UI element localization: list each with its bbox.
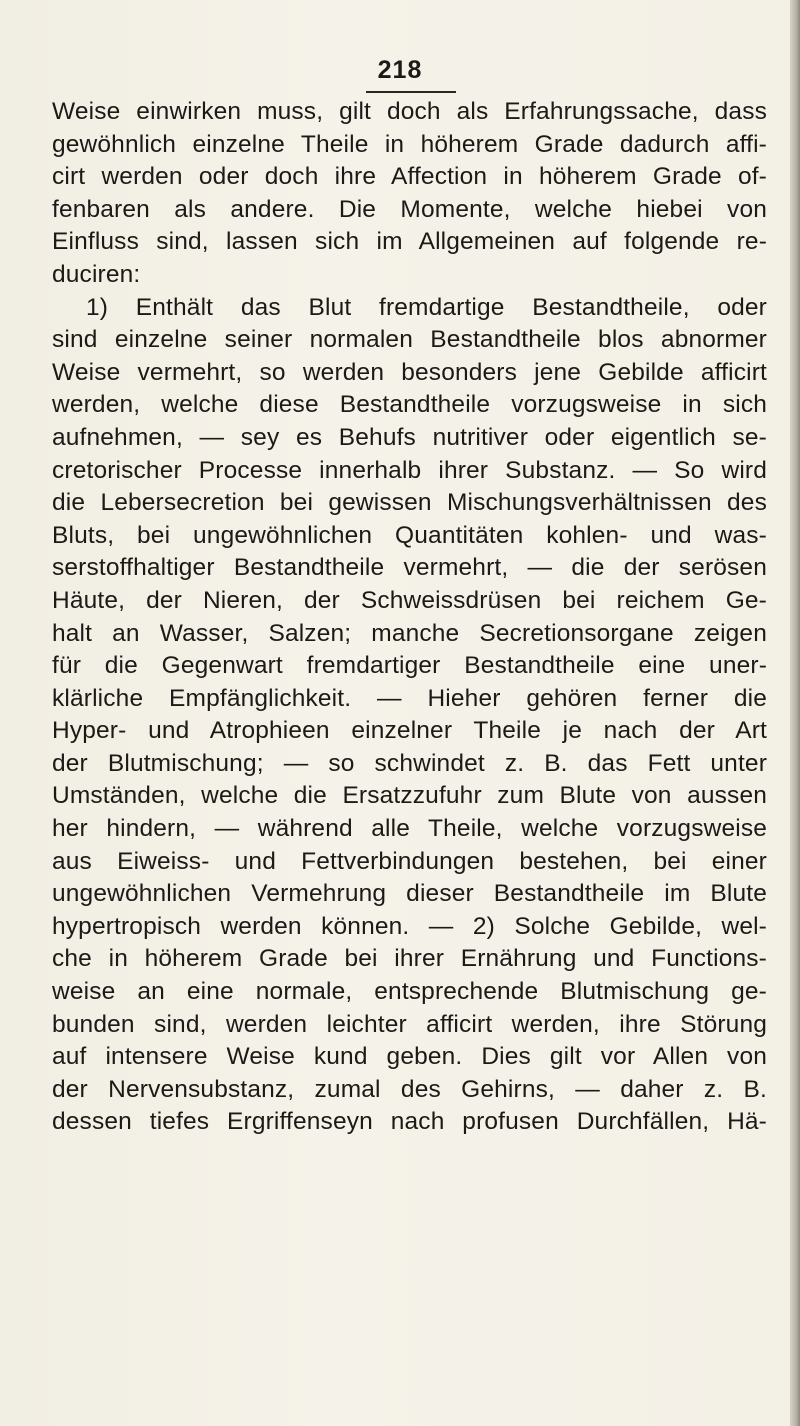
header-rule (366, 91, 456, 93)
text-line: auf intensere Weise kund geben. Dies gilt vor Allen von (52, 1043, 767, 1071)
body-text (52, 96, 767, 1139)
text-line: die Lebersecretion bei gewissen Mischungsverhältnissen des (52, 489, 767, 517)
text-line: aus Eiweiss- und Fettverbindungen bestehen, bei einer (52, 847, 767, 875)
text-line: cretorischer Processe innerhalb ihrer Substanz. — So wird (52, 456, 767, 484)
text-line: Umständen, welche die Ersatzzufuhr zum Blute von aussen (52, 782, 767, 810)
text-line: für die Gegenwart fremdartiger Bestandtheile eine uner- (52, 652, 767, 680)
text-line: der Nervensubstanz, zumal des Gehirns, — daher z. B. (52, 1075, 767, 1103)
text-line: aufnehmen, — sey es Behufs nutritiver oder eigentlich se- (52, 423, 767, 451)
text-line: werden, welche diese Bestandtheile vorzugsweise in sich (52, 391, 767, 419)
text-line: gewöhnlich einzelne Theile in höherem Grade dadurch affi- (52, 130, 767, 158)
text-line: Weise einwirken muss, gilt doch als Erfahrungssache, dass (52, 98, 767, 125)
text-line: halt an Wasser, Salzen; manche Secretionsorgane zeigen (52, 619, 767, 647)
text-line: 1) Enthält das Blut fremdartige Bestandtheile, oder (86, 293, 767, 321)
text-line: duciren: (52, 260, 141, 288)
text-line: cirt werden oder doch ihre Affection in höherem Grade of- (52, 163, 767, 191)
text-line: klärliche Empfänglichkeit. — Hieher gehören ferner die (52, 684, 767, 712)
text-line: fenbaren als andere. Die Momente, welche hiebei von (52, 195, 767, 223)
text-line: che in höherem Grade bei ihrer Ernährung und Functions- (52, 945, 767, 973)
text-line: Weise vermehrt, so werden besonders jene Gebilde afficirt (52, 358, 767, 386)
page-number: 218 (377, 56, 423, 84)
text-line: weise an eine normale, entsprechende Blutmischung ge- (52, 978, 767, 1006)
text-line: serstoffhaltiger Bestandtheile vermehrt, — die der serösen (52, 554, 767, 582)
text-line: Bluts, bei ungewöhnlichen Quantitäten kohlen- und was- (52, 521, 767, 549)
text-line: hypertropisch werden können. — 2) Solche Gebilde, wel- (52, 912, 767, 940)
text-line: ungewöhnlichen Vermehrung dieser Bestandtheile im Blute (52, 880, 767, 908)
text-line: Häute, der Nieren, der Schweissdrüsen bei reichem Ge- (52, 586, 767, 614)
text-line: Hyper- und Atrophieen einzelner Theile je nach der Art (52, 717, 767, 745)
text-line: dessen tiefes Ergriffenseyn nach profusen Durchfällen, Hä- (52, 1108, 767, 1136)
text-line: sind einzelne seiner normalen Bestandtheile blos abnormer (52, 326, 767, 354)
text-line: Einfluss sind, lassen sich im Allgemeinen auf folgende re- (52, 228, 767, 256)
page-edge-shadow (790, 0, 800, 1426)
text-line: her hindern, — während alle Theile, welche vorzugsweise (52, 815, 767, 843)
text-line: der Blutmischung; — so schwindet z. B. das Fett unter (52, 749, 767, 777)
text-line: bunden sind, werden leichter afficirt werden, ihre Störung (52, 1010, 767, 1038)
